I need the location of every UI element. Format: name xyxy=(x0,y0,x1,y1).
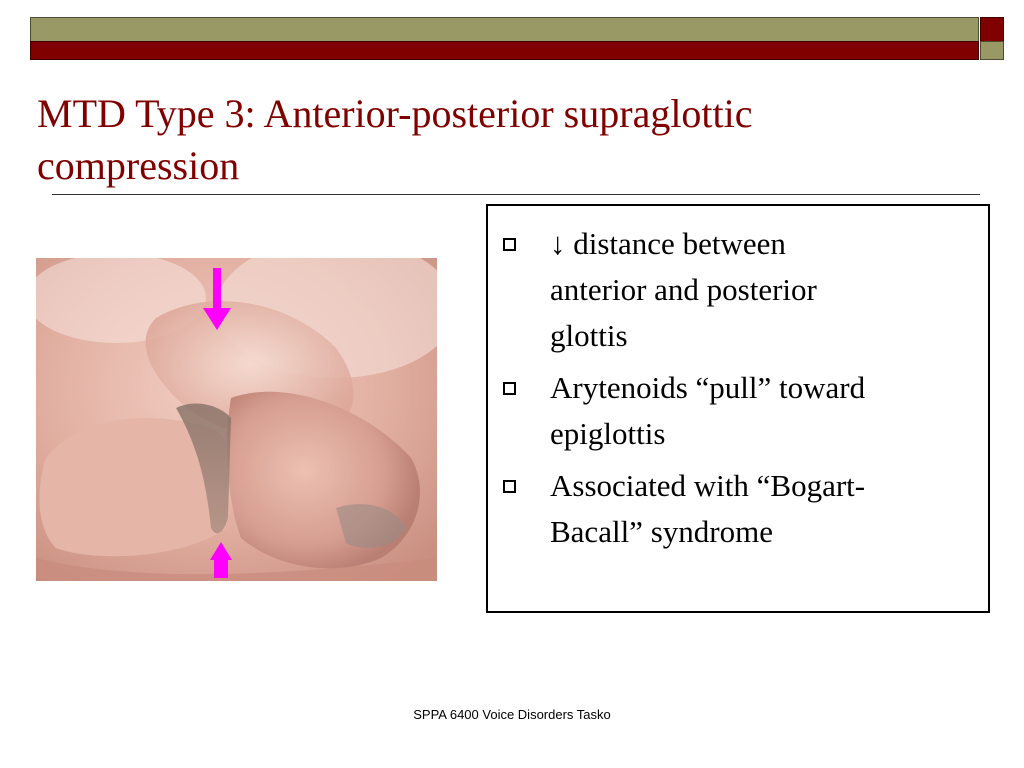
corner-square-olive xyxy=(980,41,1004,60)
bullet-text-line: epiglottis xyxy=(550,416,666,451)
bullet-text-line: Arytenoids “pull” toward xyxy=(550,370,866,405)
top-band-maroon xyxy=(30,41,979,60)
bullet-text-line: Associated with “Bogart- xyxy=(550,468,866,503)
bullet-item xyxy=(488,365,988,457)
bullet-item xyxy=(488,221,988,359)
hollow-square-bullet-icon xyxy=(503,480,516,493)
slide-title-line-1: MTD Type 3: Anterior-posterior supraglottic xyxy=(37,91,753,136)
corner-square-maroon xyxy=(980,17,1004,43)
hollow-square-bullet-icon xyxy=(503,382,516,395)
bullet-list xyxy=(488,221,988,561)
slide-footer: SPPA 6400 Voice Disorders Tasko xyxy=(413,707,611,722)
bullet-text-box xyxy=(486,204,990,613)
slide-title-line-2: compression xyxy=(37,143,240,188)
bullet-text-line: Bacall” syndrome xyxy=(550,514,773,549)
bullet-text-line: glottis xyxy=(550,318,628,353)
larynx-photo xyxy=(36,258,437,581)
bullet-text-line: ↓ distance between xyxy=(550,226,786,261)
bullet-item xyxy=(488,463,988,555)
hollow-square-bullet-icon xyxy=(503,238,516,251)
slide-title xyxy=(37,88,977,192)
bullet-text-line: anterior and posterior xyxy=(550,272,817,307)
title-divider xyxy=(52,194,980,195)
top-band-olive xyxy=(30,17,979,43)
